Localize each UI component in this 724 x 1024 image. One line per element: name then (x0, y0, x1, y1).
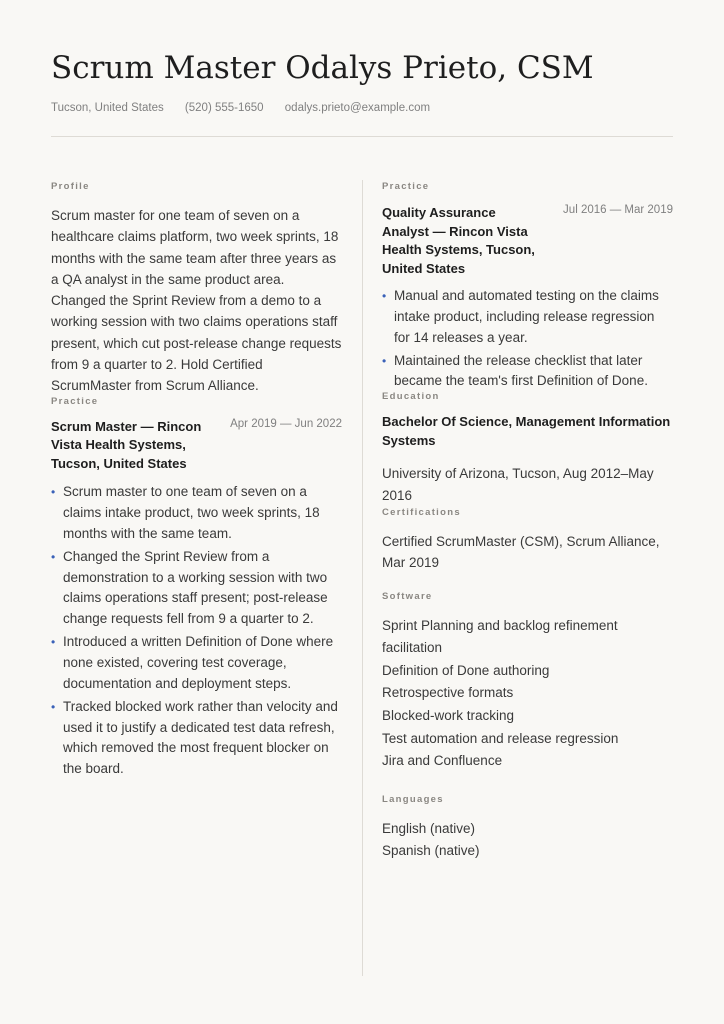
bullet-item: • Tracked blocked work rather than velocity and used it to justify a dedicated test data refresh, which removed the most frequent blocker on the board. (51, 697, 342, 780)
job-dates: Jul 2016 — Mar 2019 (563, 204, 673, 216)
section-label-software: Software (382, 590, 433, 602)
bullet-item: • Changed the Sprint Review from a demonstration to a working session with two claims operations staff present; post-release change requests fell from 9 a quarter to 2. (51, 547, 342, 630)
languages-section (382, 793, 673, 863)
section-label-languages: Languages (382, 793, 444, 805)
education-school: University of Arizona, Tucson, Aug 2012–May 2016 (382, 466, 654, 503)
section-label-education: Education (382, 391, 440, 403)
job-bullets (51, 482, 342, 780)
language-item: Spanish (native) (382, 843, 480, 859)
header-divider (51, 136, 673, 137)
software-item: Jira and Confluence (382, 753, 503, 769)
languages-list (382, 818, 673, 863)
software-item: Sprint Planning and backlog refinement facilitation (382, 617, 618, 656)
bullet-item: • Scrum master to one team of seven on a claims intake product, two week sprints, 18 months with the same team. (51, 482, 342, 544)
education-section (382, 390, 673, 506)
job-dates: Apr 2019 — Jun 2022 (230, 417, 342, 430)
software-section (382, 590, 673, 773)
language-item: English (native) (382, 820, 476, 836)
job-title: Quality Assurance Analyst — Rincon Vista Health Systems, Tucson, United States (382, 205, 535, 276)
job-bullets (382, 286, 673, 392)
practice-section-left (51, 395, 342, 780)
software-item: Definition of Done authoring (382, 662, 550, 678)
software-item: Test automation and release regression (382, 730, 619, 746)
software-list (382, 615, 673, 773)
contact-phone: (520) 555-1650 (184, 102, 264, 114)
section-label-certifications: Certifications (382, 506, 461, 518)
bullet-item: • Maintained the release checklist that later became the team's first Definition of Done. (382, 351, 673, 393)
certifications-section (382, 506, 673, 574)
contact-location: Tucson, United States (51, 102, 164, 114)
job-header (382, 204, 673, 278)
job-title: Scrum Master — Rincon Vista Health Systems, Tucson, United States (51, 418, 202, 471)
bullet-item: • Introduced a written Definition of Done where none existed, covering test coverage, documentation and deployment steps. (51, 632, 342, 694)
profile-text: Scrum master for one team of seven on a healthcare claims platform, two week sprints, 18 months with the same team after three years as a QA analyst in the same product area. Changed the Sprint Review from a demo to a working session with two claims operations staff present, which cut post-release change requests from 9 a quarter to 2. Hold Certified ScrumMaster from Scrum Alliance. (51, 208, 342, 394)
contact-line (51, 101, 448, 115)
practice-section-right (382, 180, 673, 392)
column-divider (362, 180, 363, 976)
section-label-practice: Practice (51, 395, 99, 407)
software-item: Blocked-work tracking (382, 707, 515, 723)
section-label-practice: Practice (382, 181, 430, 192)
right-column (382, 180, 673, 863)
candidate-name: Scrum Master Odalys Prieto, CSM (51, 50, 594, 86)
software-item: Retrospective formats (382, 685, 514, 701)
job-header (51, 418, 342, 474)
left-column (51, 180, 342, 782)
section-label-profile: Profile (51, 181, 90, 192)
education-degree: Bachelor Of Science, Management Information Systems (382, 414, 671, 448)
contact-email: odalys.prieto@example.com (284, 102, 431, 114)
certification-text: Certified ScrumMaster (CSM), Scrum Alliance, Mar 2019 (382, 533, 660, 571)
profile-section (51, 180, 342, 397)
bullet-item: • Manual and automated testing on the claims intake product, including release regression for 14 releases a year. (382, 286, 673, 348)
